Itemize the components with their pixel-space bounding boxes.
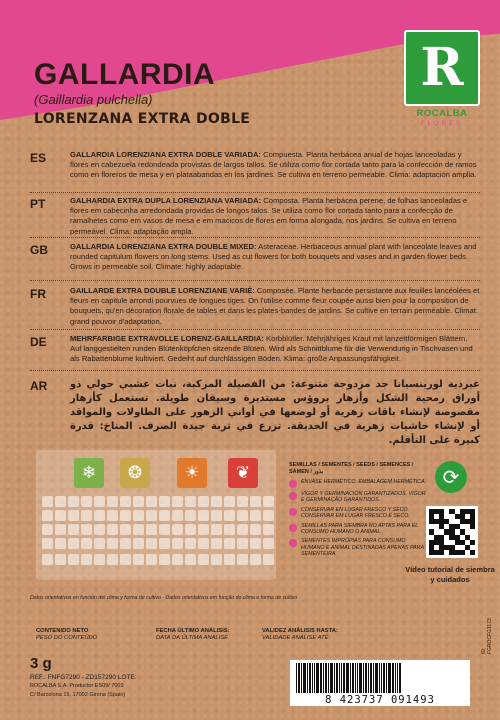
legend-item: SEMILLAS PARA SIEMBRA NO APTAS PARA EL CONSUMO HUMANO O ANIMAL. <box>289 523 429 536</box>
calendar-row <box>42 524 274 535</box>
calendar-row <box>42 496 274 507</box>
lang-text: GAILLARDE EXTRA DOUBLE LORENZIANE VARIÉ: Composée. Plante herbacée persistante aux feuilles lancéolées et fleurs en capitule arrondi pourvues de longues tiges. On l'utilise comme fleur coupée aussi bien pour la composition de bouquets, qu'en décoration florale de tables et dans les plates-bandes de jardins. Se cultive en terrain perméable. Climat: grand pouvoir d'adaptation. <box>70 286 480 326</box>
lang-code: DE <box>30 335 47 349</box>
lang-text: GALHARDIA EXTRA DUPLA LORENZIANA VARIADA: Composta. Planta herbácea perene, de folhas lanceoladas e flores em cabecinha arredondada providas de longos talos. Se utiliza como flor cortada tanto para a confecção de ramalhetes como em vasos de mesa e em macicos de flores em forma alongada, nos jardins. Se cultiva en terreno permeável. Clima: adaptação ampla. <box>70 196 468 236</box>
pink-dot-icon <box>289 508 297 516</box>
pink-dot-icon <box>289 539 297 547</box>
qr-code-icon <box>429 509 475 555</box>
lang-code: ES <box>30 151 47 165</box>
video-tutorial-label: Vídeo tutorial de siembra y cuidados <box>405 565 495 584</box>
pink-dot-icon <box>289 492 297 500</box>
barcode <box>290 660 470 706</box>
description-ar <box>30 378 480 448</box>
orientative-note: Datos orientativos en función del clima y forma de cultivo - Dados orientativos em função do clima e forma de cultivo <box>30 595 298 601</box>
calendar-row <box>42 510 274 521</box>
analysis-date-label: FECHA ÚLTIMO ANÁLISIS: DATA DA ÚLTIMA ANÁLISE <box>156 628 230 641</box>
address: C/ Barcelona 15, 17002 Girona (Spain) <box>30 692 126 698</box>
lot-label: LOTE: <box>117 674 137 681</box>
description-de <box>30 334 480 365</box>
pink-dot-icon <box>289 480 297 488</box>
lang-text: MEHRFARBIGE EXTRAVOLLE LORENZ-GAILLARDIA: Korbblütler. Mehrjähriges Kraut mit lanzettförmigen Blättern. Auf langgestielten runden Blütenköpfchen sitzende Blüten. Wird als Schnittblume für die Verwendung in Tischvasen und als Rabattenblume kultiviert. Gedeiht auf durchlässigen Böden. Klima: große Anpassungsfähigkeit. <box>70 334 473 364</box>
description-fr <box>30 286 480 327</box>
lang-code: GB <box>30 243 48 257</box>
legend-item: VIGOR Y GERMINACIÓN GARANTIZADOS. VIGOR E GERMINAÇÃO GARANTIDOS. <box>289 491 429 504</box>
calendar-row <box>42 554 274 565</box>
brand-tagline: FLORES <box>420 121 463 127</box>
barcode-number: 8 423737 091493 <box>325 694 435 706</box>
divider <box>30 192 480 193</box>
seed-legend <box>289 462 429 558</box>
calendar-row <box>42 538 274 549</box>
lang-code: FR <box>30 287 46 301</box>
legend-title: SEMILLAS / SEMENTES / SEEDS / SEMENCES / SAMEN / بذور <box>289 462 414 475</box>
packet-header <box>34 60 250 127</box>
lang-text: GALLARDIA LORENZIANA EXTRA DOUBLE MIXED: Asteraceae. Herbaceous annual plant with lanceolate leaves and rounded capitulum flowers on long stems. Used as cut flowers for both bouquets and vases and in garden flower beds. Grows in permeable soil. Climate: highly adaptable. <box>70 242 477 272</box>
net-weight: 3 g <box>30 655 52 672</box>
description-pt <box>30 196 480 237</box>
pink-dot-icon <box>289 524 297 532</box>
analysis-validity-label: VALIDEZ ANÁLISIS HASTA: VALIDADE ANÁLISE ATÉ: <box>262 628 338 641</box>
legend-item: CONSERVAR EN LUGAR FRESCO Y SECO. CONSERVAR EM LUGAR FRESCO E SECO. <box>289 507 429 520</box>
latin-name: (Gaillardia pulchella) <box>34 92 153 107</box>
seed-icon: ❂ <box>120 458 150 488</box>
description-es <box>30 150 480 181</box>
barcode-bars-icon <box>296 663 464 693</box>
reference-block <box>30 673 137 700</box>
divider <box>30 237 480 238</box>
description-gb <box>30 242 480 273</box>
divider <box>30 280 480 281</box>
page-title: GALLARDIA <box>34 58 216 91</box>
variety-name: LORENZANA EXTRA DOBLE <box>34 111 251 127</box>
frost-icon: ❄ <box>74 458 104 488</box>
lang-code: PT <box>30 197 46 211</box>
divider <box>30 329 480 330</box>
logo-letter-icon: R <box>420 37 464 98</box>
legend-item: SEMENTES IMPRÓPIAS PARA CONSUMO HUMANO E ANIMAL DESTINADAS APENAS PARA SEMENTEIRA. <box>289 538 429 557</box>
reference-code: REF.: FNFG7290 - ZD157290 <box>30 674 116 681</box>
brand-name: ROCALBA <box>416 108 468 119</box>
arabic-text: غيردية لورينسيانا جد مزدوجة متنوعة: من الفصيلة المركبة، نبات عشبي حولي ذو أوراق رمحية الشكل وأزهار بروؤس مستديرة وسيقان طويلة. تستعمل كأزهار مقصوصة لإنشاء باقات زهرية أو لوضعها في أواني الزهور على الطاولات والمواقد أو لإنشاء حاشيات زهرية في الحديقة. تزرع في تربة جيدة الصرف. المناخ: قدرة كبيرة على التأقلم. <box>70 379 480 446</box>
leaf-icon: ❦ <box>228 458 258 488</box>
green-dot-recycle-icon: ⟳ <box>435 461 467 493</box>
lang-code: AR <box>30 379 48 393</box>
sowing-calendar <box>36 450 276 580</box>
rocalba-logo <box>404 30 480 106</box>
side-code: ID: FGROCFG1173 <box>481 618 493 654</box>
producer: ROCALBA S.A. Productor ES09/ 7003 <box>30 683 124 689</box>
lang-text: GALLARDIA LORENZIANA EXTRA DOBLE VARIADA: Compuesta. Planta herbácea anual de hojas lanceoladas y flores en cabezuela redondeada provistas de largos tallos. Se utiliza como flor cortada tanto para la confección de ramos como en floreros de mesa y en plataabandas en los jardines. Se cultiva en terreno permeable. Clima: adaptación amplia. <box>70 150 477 180</box>
legend-item: ENVASE HERMÉTICO. EMBALAGEM HERMÉTICA. <box>289 479 429 488</box>
sun-icon: ☀ <box>177 458 207 488</box>
contents-label: CONTENIDO NETO PESO DO CONTEÚDO <box>36 628 98 641</box>
qr-code[interactable] <box>426 506 478 558</box>
divider <box>30 370 480 371</box>
